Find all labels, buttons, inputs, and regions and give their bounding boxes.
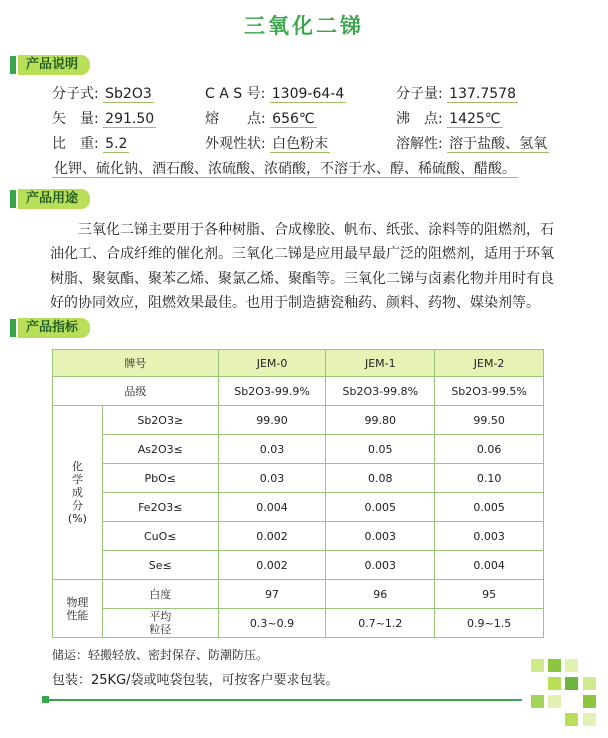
packaging-note: 包装：25KG/袋或吨袋包装，可按客户要求包装。 bbox=[52, 673, 339, 688]
chem-group-char: 学 bbox=[71, 473, 83, 486]
grade-label: 品级 bbox=[53, 377, 219, 406]
prop-appearance-label: 外观性状: bbox=[205, 136, 266, 152]
prop-appearance-value: 白色粉末 bbox=[272, 136, 329, 152]
cell: 0.004 bbox=[435, 551, 544, 580]
decor-square bbox=[531, 695, 544, 708]
decor-square bbox=[565, 659, 578, 672]
grade-value: Sb2O3-99.9% bbox=[218, 377, 326, 406]
prop-appearance bbox=[205, 134, 330, 154]
cell: 0.05 bbox=[326, 435, 435, 464]
row-label bbox=[102, 609, 218, 638]
row-label: Fe2O3≤ bbox=[102, 493, 218, 522]
cell: 0.03 bbox=[218, 435, 326, 464]
prop-melting bbox=[205, 109, 317, 129]
footer-dot bbox=[42, 696, 49, 703]
cell: 0.003 bbox=[326, 522, 435, 551]
table-header-row bbox=[53, 350, 544, 377]
row-label: Se≤ bbox=[102, 551, 218, 580]
prop-formula-value: Sb2O3 bbox=[105, 86, 152, 102]
prop-hardness bbox=[52, 109, 156, 129]
grade-value: Sb2O3-99.8% bbox=[326, 377, 435, 406]
usage-line: 三氧化二锑主要用于各种树脂、合成橡胶、帆布、纸张、涂料等的阻燃剂，石 bbox=[78, 222, 554, 238]
section-specs-header bbox=[10, 317, 90, 339]
prop-density-label: 比 重: bbox=[52, 136, 99, 152]
chem-group-char: 化 bbox=[71, 460, 83, 473]
cell: 99.80 bbox=[326, 406, 435, 435]
decor-square bbox=[565, 713, 578, 726]
chem-group-label bbox=[53, 406, 103, 580]
header-jem1: JEM-1 bbox=[326, 350, 435, 377]
prop-solubility-cont bbox=[52, 159, 518, 179]
decor-square bbox=[548, 659, 561, 672]
header-grade-name: 牌号 bbox=[53, 350, 219, 377]
spec-table bbox=[52, 349, 544, 638]
cell: 95 bbox=[435, 580, 544, 609]
grade-value: Sb2O3-99.5% bbox=[435, 377, 544, 406]
prop-cas-value: 1309-64-4 bbox=[271, 86, 345, 102]
prop-melting-value: 656℃ bbox=[272, 111, 315, 127]
decor-square bbox=[548, 677, 561, 690]
table-row bbox=[53, 493, 544, 522]
prop-mw-label: 分子量: bbox=[396, 86, 443, 102]
prop-boiling-label: 沸 点: bbox=[396, 111, 443, 127]
cell: 0.10 bbox=[435, 464, 544, 493]
prop-melting-label: 熔 点: bbox=[205, 111, 266, 127]
table-row bbox=[53, 522, 544, 551]
row-label: As2O3≤ bbox=[102, 435, 218, 464]
row-label-line: 粒径 bbox=[149, 623, 172, 636]
usage-line: 油化工、合成纤维的催化剂。三氧化二锑是应用最早最广泛的阻燃剂，适用于环氧 bbox=[50, 246, 554, 262]
prop-boiling bbox=[396, 109, 503, 129]
prop-density-value: 5.2 bbox=[105, 136, 128, 152]
prop-solubility-value: 溶于盐酸、氢氧 bbox=[449, 136, 548, 152]
chem-group-char: 分 bbox=[71, 499, 83, 512]
cell: 0.003 bbox=[326, 551, 435, 580]
decor-square bbox=[583, 677, 596, 690]
prop-solubility-label: 溶解性: bbox=[396, 136, 443, 152]
cell: 0.002 bbox=[218, 522, 326, 551]
usage-line: 树脂、聚氨酯、聚苯乙烯、聚氯乙烯、聚酯等。三氧化二锑与卤素化物并用时有良 bbox=[50, 271, 554, 287]
table-row bbox=[53, 377, 544, 406]
row-label: PbO≤ bbox=[102, 464, 218, 493]
prop-hardness-value: 291.50 bbox=[105, 111, 155, 127]
decor-square bbox=[548, 695, 561, 708]
cell: 0.08 bbox=[326, 464, 435, 493]
decor-square bbox=[531, 659, 544, 672]
cell: 96 bbox=[326, 580, 435, 609]
chem-group-char: (%) bbox=[67, 512, 87, 525]
table-row bbox=[53, 580, 544, 609]
cell: 0.03 bbox=[218, 464, 326, 493]
row-label-line: 平均 bbox=[149, 610, 172, 623]
cell: 97 bbox=[218, 580, 326, 609]
section-usage-label: 产品用途 bbox=[18, 189, 90, 209]
cell: 0.3~0.9 bbox=[218, 609, 326, 638]
header-jem0: JEM-0 bbox=[218, 350, 326, 377]
section-marker bbox=[10, 190, 16, 208]
table-row bbox=[53, 551, 544, 580]
prop-hardness-label: 矢 量: bbox=[52, 111, 99, 127]
usage-line: 好的协同效应，阻燃效果最佳。也用于制造搪瓷釉药、颜料、药物、媒染剂等。 bbox=[50, 295, 540, 311]
prop-formula-label: 分子式: bbox=[52, 86, 99, 102]
section-specs-label: 产品指标 bbox=[18, 318, 90, 338]
table-row bbox=[53, 406, 544, 435]
table-row bbox=[53, 609, 544, 638]
cell: 0.005 bbox=[435, 493, 544, 522]
cell: 99.50 bbox=[435, 406, 544, 435]
section-marker bbox=[10, 319, 16, 337]
storage-note: 储运：轻搬轻放、密封保存、防潮防压。 bbox=[52, 648, 269, 662]
phys-group-label bbox=[53, 580, 103, 638]
section-marker bbox=[10, 56, 16, 74]
prop-mw bbox=[396, 84, 518, 104]
row-label: 白度 bbox=[102, 580, 218, 609]
cell: 0.004 bbox=[218, 493, 326, 522]
header-jem2: JEM-2 bbox=[435, 350, 544, 377]
cell: 0.002 bbox=[218, 551, 326, 580]
cell: 0.9~1.5 bbox=[435, 609, 544, 638]
cell: 0.06 bbox=[435, 435, 544, 464]
cell: 0.005 bbox=[326, 493, 435, 522]
row-label: Sb2O3≥ bbox=[102, 406, 218, 435]
prop-solubility bbox=[396, 134, 549, 154]
row-label: CuO≤ bbox=[102, 522, 218, 551]
cell: 0.7~1.2 bbox=[326, 609, 435, 638]
section-usage-header bbox=[10, 188, 90, 210]
decor-square bbox=[565, 677, 578, 690]
prop-cas bbox=[205, 84, 346, 104]
prop-cas-label: C A S 号: bbox=[205, 86, 266, 102]
footer-line bbox=[42, 699, 522, 701]
cell: 99.90 bbox=[218, 406, 326, 435]
decor-square bbox=[583, 713, 596, 726]
prop-solubility-cont-value: 化钾、硫化钠、酒石酸、浓硫酸、浓硝酸，不溶于水、醇、稀硫酸、醋酸。 bbox=[54, 161, 516, 177]
decor-square bbox=[583, 695, 596, 708]
section-description-header bbox=[10, 54, 90, 76]
chem-group-char: 成 bbox=[71, 486, 83, 499]
section-description-label: 产品说明 bbox=[18, 55, 90, 75]
prop-mw-value: 137.7578 bbox=[449, 86, 516, 102]
prop-density bbox=[52, 134, 129, 154]
prop-formula bbox=[52, 84, 154, 104]
table-row bbox=[53, 464, 544, 493]
table-row bbox=[53, 435, 544, 464]
phys-group-line: 物理 bbox=[66, 595, 89, 609]
prop-boiling-value: 1425℃ bbox=[449, 111, 501, 127]
phys-group-line: 性能 bbox=[66, 608, 89, 622]
cell: 0.003 bbox=[435, 522, 544, 551]
page-title: 三氧化二锑 bbox=[244, 13, 364, 38]
